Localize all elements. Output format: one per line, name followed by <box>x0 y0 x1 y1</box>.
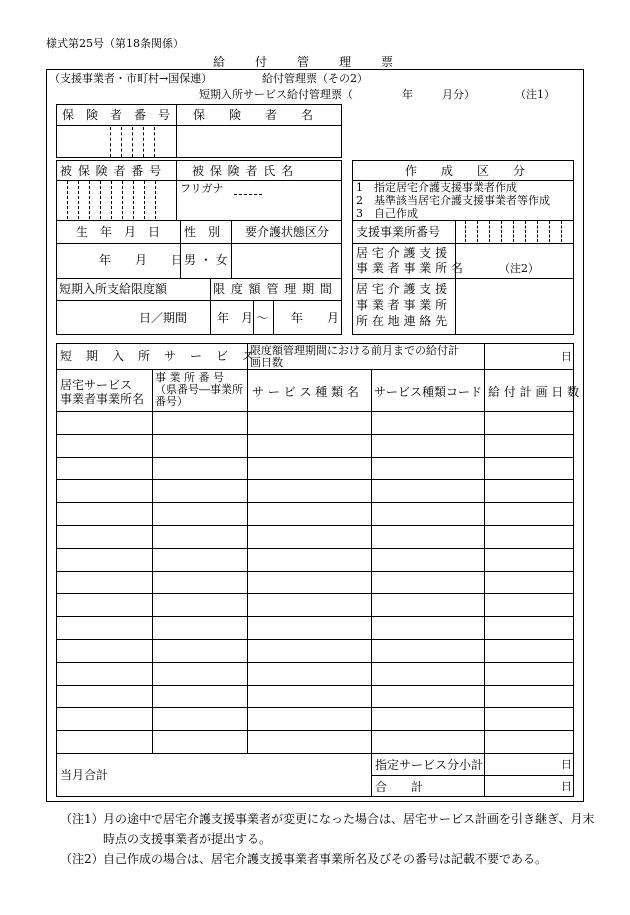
note2-text: 自己作成の場合は、居宅介護支援事業者事業所名及びその番号は記載不要である。 <box>103 852 548 866</box>
birth-value: 年 月 日 <box>99 253 184 267</box>
office-name-label-1: 居 宅 介 護 支 援 <box>356 246 448 260</box>
table-row <box>56 525 574 526</box>
table-row <box>56 639 574 640</box>
total-label: 合 計 <box>375 780 424 794</box>
insured-number-label: 被 保 険 者 番 号 <box>60 164 163 178</box>
creation-option-1: 1 指定居宅介護支援事業者作成 <box>356 181 517 194</box>
insured-name-label: 被 保 険 者 氏 名 <box>192 164 295 178</box>
month-total-label: 当月合計 <box>60 768 109 782</box>
insurer-name-label: 保 険 者 名 <box>193 108 314 122</box>
creation-option-2: 2 基準該当居宅介護支援事業者等作成 <box>356 194 550 207</box>
sub-title: 給付管理票（その2） <box>262 72 368 85</box>
to-ym: 年 月 <box>291 311 340 325</box>
insurer-number-label: 保 険 者 番 号 <box>62 108 171 122</box>
creation-label: 作 成 区 分 <box>405 164 526 178</box>
creation-option-3: 3 自己作成 <box>356 207 418 220</box>
gender-label: 性 別 <box>184 225 221 239</box>
furigana-label: フリガナ <box>180 182 224 195</box>
period-label: 限 度 額 管 理 期 間 <box>213 282 333 296</box>
col-office-name-1: 居宅サービス <box>60 378 133 392</box>
note2-ref: （注2） <box>499 262 539 275</box>
note1-text2: 時点の支援事業者が提出する。 <box>103 832 272 846</box>
tilde: 〜 <box>256 311 269 325</box>
page-title: 給 付 管 理 票 <box>213 55 396 69</box>
prev-days-label-1: 限度額管理期間における前月までの給付計 <box>250 344 459 357</box>
note2-tag: （注2） <box>60 852 104 866</box>
total-unit: 日 <box>561 780 572 793</box>
days-unit: 日／期間 <box>139 311 188 325</box>
col-office-number-3: 番号） <box>155 395 188 408</box>
prev-days-unit: 日 <box>561 350 572 363</box>
subtotal-unit: 日 <box>561 758 572 771</box>
col-office-name-2: 事業者事業所名 <box>60 392 145 406</box>
table-row <box>56 662 574 663</box>
table-row <box>56 571 574 572</box>
table-row <box>56 593 574 594</box>
designated-subtotal-label: 指定サービス分小計 <box>375 758 484 772</box>
col-plan-days: 給 付 計 画 日 数 <box>488 385 580 399</box>
table-row <box>56 411 574 412</box>
table-row <box>56 434 574 435</box>
note1-ref: （注1） <box>515 88 555 101</box>
office-addr-label-2: 事 業 者 事 業 所 <box>356 298 448 312</box>
col-office-number-1: 事 業 所 番 号 <box>155 371 224 384</box>
table-row <box>56 502 574 503</box>
office-addr-label-1: 居 宅 介 護 支 援 <box>356 282 448 296</box>
note1-text: 月の途中で居宅介護支援事業者が変更になった場合は、居宅サービス計画を引き継ぎ、月末 <box>103 812 595 826</box>
route-label: （支援事業者・市町村→国保連） <box>49 72 213 85</box>
office-name-label-2: 事 業 者 事 業 所 名 <box>356 261 463 275</box>
care-level-label: 要介護状態区分 <box>245 225 330 239</box>
table-row <box>56 616 574 617</box>
form-number: 様式第25号（第18条関係） <box>46 37 184 50</box>
limit-label: 短期入所支給限度額 <box>59 282 168 296</box>
from-ym: 年 月 <box>217 311 254 325</box>
office-addr-label-3: 所 在 地 連 絡 先 <box>356 314 448 328</box>
month-label: 月分） <box>442 88 475 101</box>
prev-days-label-2: 画日数 <box>250 356 283 369</box>
table-row <box>56 685 574 686</box>
table-row <box>56 730 574 731</box>
year-label: 年 <box>402 88 413 101</box>
col-office-number-2: （県番号―事業所 <box>155 383 243 396</box>
birth-label: 生 年 月 日 <box>76 225 161 239</box>
col-service-code: サービス種類コード <box>374 385 483 399</box>
service-section-label: 短 期 入 所 サ ー ビ ス <box>60 349 256 363</box>
table-row <box>56 707 574 708</box>
table-row <box>56 479 574 480</box>
sub-title2: 短期入所サービス給付管理票（ <box>199 88 353 101</box>
office-number-label: 支援事業所番号 <box>356 225 441 239</box>
table-row <box>56 457 574 458</box>
col-service-kind: サ ー ビ ス 種 類 名 <box>252 385 359 399</box>
table-row <box>56 548 574 549</box>
gender-value: 男 ・ 女 <box>184 253 228 267</box>
note1-tag: （注1） <box>60 812 104 826</box>
